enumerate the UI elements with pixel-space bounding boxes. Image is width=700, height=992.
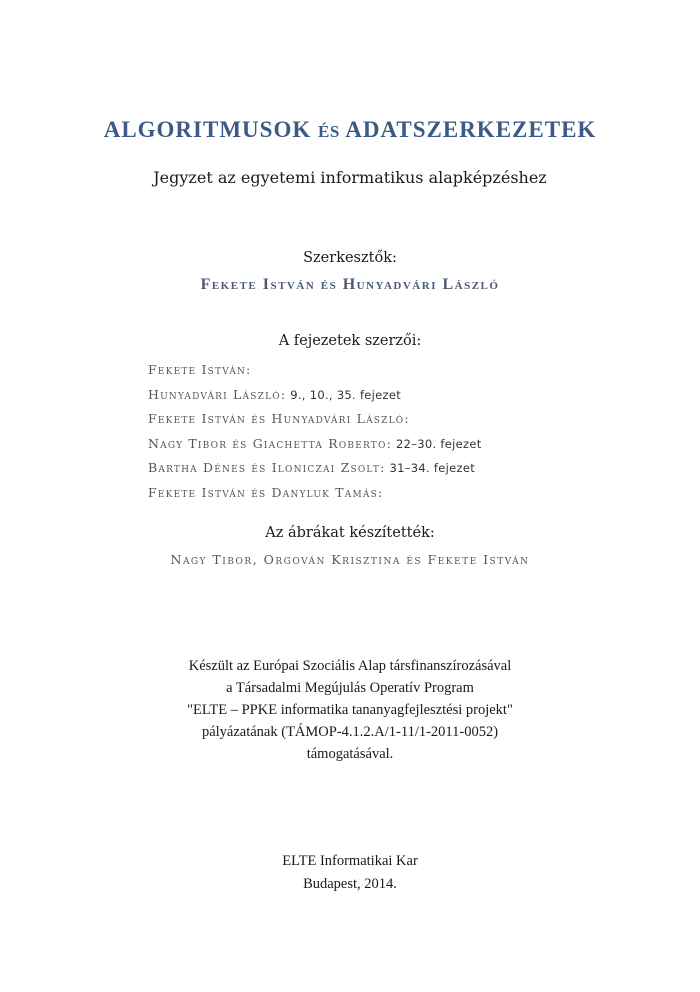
author-line	[148, 358, 628, 383]
author-line	[148, 407, 628, 432]
author-names: Fekete István és Hunyadvári László:	[148, 411, 410, 426]
editors-names: Fekete István és Hunyadvári László	[200, 276, 500, 293]
author-names: Hunyadvári László:	[148, 386, 287, 402]
funding-line: támogatásával.	[306, 746, 394, 762]
funding-line: a Társadalmi Megújulás Operatív Program	[226, 680, 474, 696]
publisher-name: ELTE Informatikai Kar	[282, 853, 418, 869]
publication-place-date: Budapest, 2014.	[303, 876, 397, 892]
book-subtitle: Jegyzet az egyetemi informatikus alapképzéshez	[153, 168, 547, 187]
funding-line: "ELTE – PPKE informatika tananyagfejlesztési projekt"	[187, 702, 513, 718]
author-line	[148, 456, 628, 481]
figures-authors: Nagy Tibor, Orgován Krisztina és Fekete István	[170, 552, 530, 567]
funding-line: Készült az Európai Szociális Alap társfinanszírozásával	[188, 658, 512, 674]
author-chapters: 9., 10., 35. fejezet	[290, 387, 402, 402]
publisher-footer	[0, 850, 700, 896]
author-names: Fekete István:	[148, 362, 252, 377]
author-line	[148, 432, 628, 457]
funding-line: pályázatának (TÁMOP-4.1.2.A/1-11/1-2011-0052)	[201, 724, 499, 740]
figures-label: Az ábrákat készítették:	[265, 525, 435, 541]
editors-label: Szerkesztők:	[303, 250, 397, 266]
author-names: Nagy Tibor és Giachetta Roberto:	[148, 435, 392, 451]
authors-list	[148, 358, 628, 505]
book-title	[0, 117, 700, 143]
title-part-2: ADATSZERKEZETEK	[345, 117, 597, 142]
title-conjunction: ÉS	[317, 122, 340, 141]
authors-label: A fejezetek szerzői:	[278, 333, 422, 349]
author-chapters: 31–34. fejezet	[389, 461, 476, 475]
author-chapters: 22–30. fejezet	[395, 436, 482, 451]
author-names: Bartha Dénes és Iloniczai Zsolt:	[148, 460, 386, 475]
author-line	[148, 481, 628, 506]
funding-statement	[0, 655, 700, 765]
author-line	[148, 383, 628, 408]
author-names: Fekete István és Danyluk Tamás:	[148, 484, 384, 500]
title-part-1: ALGORITMUSOK	[103, 117, 312, 142]
